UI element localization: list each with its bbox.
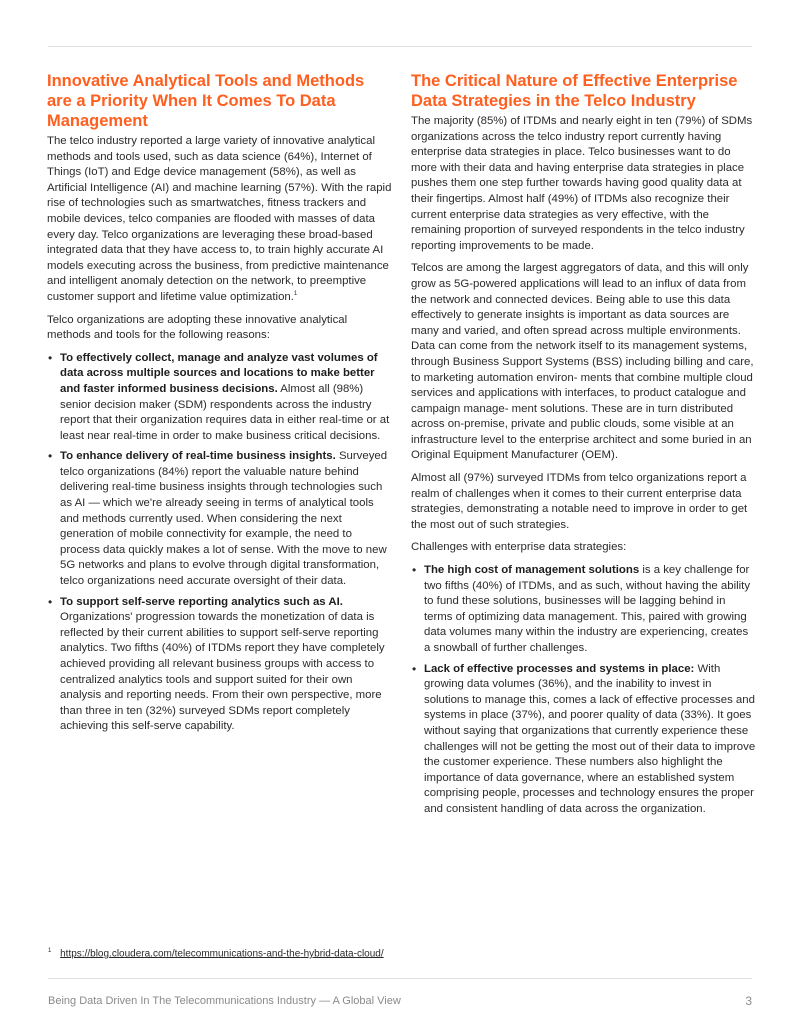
challenges-intro: Challenges with enterprise data strategies: (411, 541, 627, 554)
bottom-divider (48, 978, 752, 979)
list-item (60, 449, 392, 589)
list-item (60, 595, 392, 735)
list-item-text: Surveyed telco organizations (84%) report the valuable nature behind delivering real-time business insights through technologies such as AI — which we're already seeing in terms of analytical tools and methods currently used. When considering the next generation of mobile connectivity for example, the need to process data quickly makes a lot of sense. With the move to new 5G networks and plans to evolve through digital transformation, telco organizations need accurate oversight of their data. (60, 450, 388, 588)
top-divider (48, 46, 752, 47)
section-heading: The Critical Nature of Effective Enterprise Data Strategies in the Telco Industry (411, 72, 738, 110)
section-heading: Innovative Analytical Tools and Methods are a Priority When It Comes To Data Management (47, 72, 365, 130)
list-item (424, 662, 756, 818)
reasons-intro: Telco organizations are adopting these innovative analytical methods and tools for the following reasons: (47, 313, 348, 342)
reasons-list (47, 351, 392, 735)
footer-title: Being Data Driven In The Telecommunications Industry — A Global View (48, 995, 401, 1007)
page-number: 3 (745, 994, 752, 1008)
list-item-lead: To effectively collect, manage and analyze vast volumes of data across multiple sources and locations to make better and faster informed business decisions. (60, 351, 378, 395)
list-item-text: Almost all (98%) senior decision maker (SDM) respondents across the industry report that their organization requires data in either real-time or at least near real-time in order to make business critical decisions. (60, 382, 390, 442)
list-item-text: Organizations' progression towards the monetization of data is reflected by their current abilities to support self-serve reporting analytics. Two fifths (40%) of ITDMs report they have completely achieved providing all relevant business groups with access to centralized analytics tools and support suited for their own analysis and reporting needs. From their own perspective, more than three in ten (32%) surveyed SDMs report completely achieving this self-serve capability. (60, 611, 385, 733)
left-column (47, 71, 392, 741)
intro-text: The telco industry reported a large variety of innovative analytical methods and tools used, such as data science (64%), Internet of Things (IoT) and Edge device management (58%), as well as Artificial Intelligence (AI) and machine learning (57%). With the rapid rise of technologies such as smartwatches, fitness trackers and mobile devices, telco companies are flooded with masses of data every day. Telco organizations are leveraging these broad-based integrated data that they have access to, to train highly accurate AI models executing across the business, from predictive maintenance and intelligent anomaly detection on the network, to preemptive customer support and lifetime value optimization. (47, 135, 392, 303)
paragraph: Telcos are among the largest aggregators of data, and this will only grow as 5G-powered applications will lead to an influx of data from the network and connected devices. Being able to use this data effectively to generate insights is important as data sources are many and varied, and often spread across multiple environments. Data can come from the network itself to its management systems, through Business Support Systems (BSS) including billing and care, to marketing automation environ- ments that combine multiple cloud services and applications with interfaces, to product catalogue and campaign manage- ment solutions. These are in turn distributed across on-premise, private and public clouds, some visible at an infrastructure level to the enterprise architect and some buried in an Original Equipment Manufacturer (OEM). (411, 262, 754, 462)
list-item-lead: Lack of effective processes and systems in place: (424, 662, 695, 675)
list-item-text: is a key challenge for two fifths (40%) of ITDMs, and as such, without having the ability to fund these solutions, businesses will be lagging behind in terms of optimizing data management. This, paired with growing data volumes many within the industry are experiencing, creates a snowball of further challenges. (424, 564, 751, 654)
list-item-lead: To support self-serve reporting analytics such as AI. (60, 595, 343, 608)
footnote-link[interactable]: https://blog.cloudera.com/telecommunications-and-the-hybrid-data-cloud/ (60, 948, 384, 960)
footnote-ref: 1 (293, 291, 298, 298)
list-item (424, 563, 756, 657)
footnote (48, 944, 384, 961)
list-item-text: With growing data volumes (36%), and the inability to invest in solutions to manage this, comes a lack of effective processes and systems in place (37%), and poorer quality of data (33%). It goes without saying that organizations that currently experience these challenges will not be getting the most out of their data to improve the customer experience. These numbers also highlight the importance of data governance, where an established system comprising people, processes and technology ensures the proper and consistent handling of data across the organization. (424, 662, 756, 815)
list-item-lead: The high cost of management solutions (424, 564, 640, 577)
intro-paragraph (47, 134, 392, 306)
list-item (60, 351, 392, 445)
paragraph: The majority (85%) of ITDMs and nearly eight in ten (79%) of SDMs organizations across the telco industry report currently having enterprise data strategies in place. Telco businesses want to do more with their data and having enterprise data strategies in place pushes them one step further towards having good quality data at their fingertips. Almost half (49%) of ITDMs also recognize their current enterprise data strategies as very effective, with the remaining proportion of surveyed respondents in the telco industry reporting improvements to be made. (411, 115, 753, 252)
footnote-number: 1 (48, 948, 52, 954)
paragraph: Almost all (97%) surveyed ITDMs from telco organizations report a realm of challenges when it comes to their current enterprise data strategies, demonstrating a notable need to improve in order to get the most out of such strategies. (411, 472, 748, 531)
right-column (411, 71, 756, 824)
challenges-list (411, 563, 756, 818)
list-item-lead: To enhance delivery of real-time business insights. (60, 450, 336, 463)
